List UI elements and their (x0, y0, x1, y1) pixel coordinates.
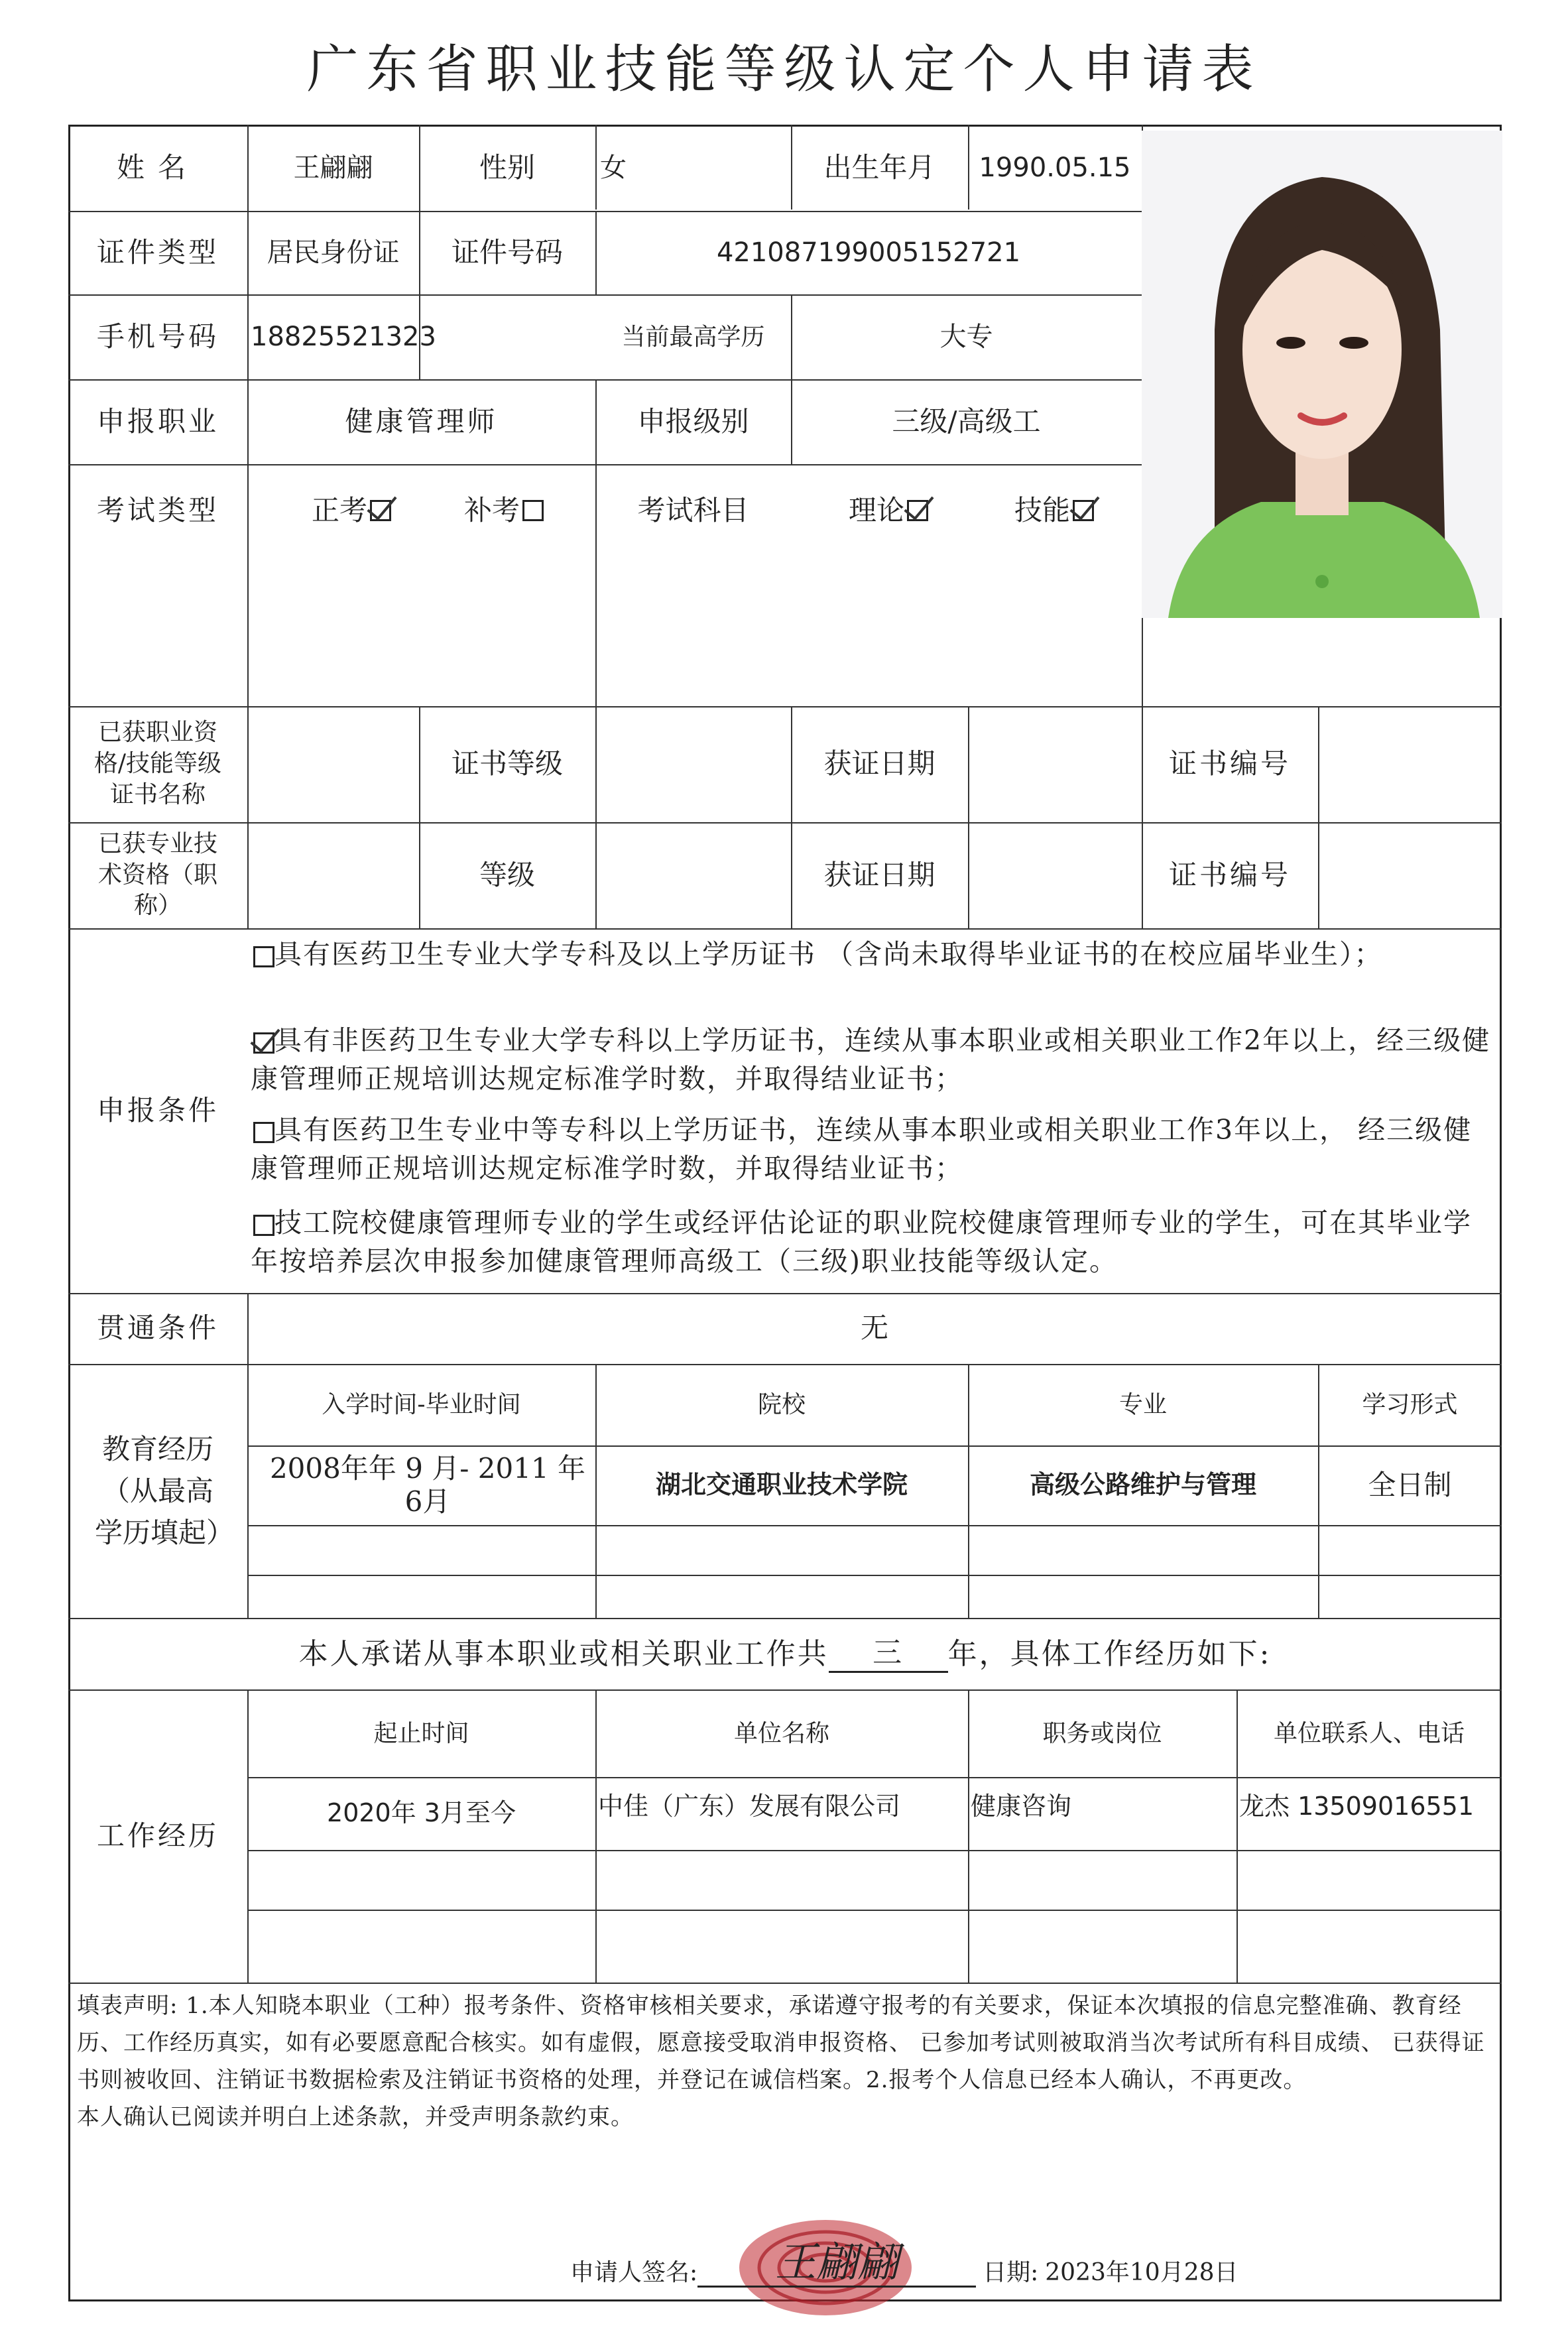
work-promise-years: 三 (829, 1634, 948, 1673)
condition-text: 具有医药卫生专业中等专科以上学历证书，连续从事本职业或相关职业工作3年以上， 经三级健康管理师正规培训达规定标准学时数，并取得结业证书； (251, 1114, 1473, 1184)
bukao-checkbox[interactable] (522, 500, 544, 521)
lilun-checkbox[interactable] (907, 500, 928, 521)
exam-zhengkao (285, 464, 418, 557)
edu-major: 高级公路维护与管理 (1029, 1470, 1256, 1500)
exam-lilun (822, 464, 955, 557)
value-occupation: 健康管理师 (345, 404, 498, 438)
edu-header-major: 专业 (1118, 1391, 1167, 1418)
label-edu-level: 当前最高学历 (621, 323, 765, 351)
work-company: 中佳（广东）发展有限公司 (598, 1792, 901, 1821)
row-line (247, 1575, 1502, 1576)
declaration-confirm: 本人确认已阅读并明白上述条款，并受声明条款约束。 (77, 2104, 634, 2130)
work-header-position: 职务或岗位 (1042, 1719, 1162, 1747)
value-phone: 18825521323 (251, 322, 436, 352)
row-line (247, 1525, 1502, 1526)
value-name: 王翩翩 (293, 153, 373, 183)
signature-row (570, 2238, 1238, 2288)
zhengkao-label: 正考 (311, 493, 367, 526)
label-cert1-no: 证书编号 (1168, 747, 1291, 780)
bukao-label: 补考 (463, 493, 520, 526)
applicant-photo (1142, 131, 1502, 618)
work-contact: 龙杰 13509016551 (1239, 1792, 1475, 1821)
label-cert2-date: 获证日期 (823, 858, 935, 891)
work-header-contact: 单位联系人、电话 (1273, 1719, 1465, 1747)
label-phone: 手机号码 (96, 320, 219, 353)
signature-date: 2023年10月28日 (1045, 2259, 1238, 2286)
jineng-label: 技能 (1014, 493, 1070, 526)
declaration (77, 1987, 1496, 2136)
row-line (68, 928, 1502, 930)
label-conditions: 申报条件 (96, 1093, 219, 1127)
label-cert1-grade: 证书等级 (451, 747, 563, 780)
label-work: 工作经历 (96, 1819, 219, 1852)
portrait-image (1142, 131, 1502, 618)
col-line (595, 125, 597, 210)
label-occupation: 申报职业 (96, 404, 219, 438)
condition-checkbox[interactable] (253, 1032, 274, 1054)
label-through: 贯通条件 (96, 1312, 219, 1345)
label-name: 姓名 (116, 151, 199, 184)
label-cert1-date: 获证日期 (823, 747, 935, 780)
condition-text: 技工院校健康管理师专业的学生或经评估论证的职业院校健康管理师专业的学生，可在其毕业学年按培养层次申报参加健康管理师高级工（三级)职业技能等级认定。 (251, 1207, 1472, 1277)
col-line (595, 706, 597, 928)
label-exam-subject: 考试科目 (637, 493, 749, 526)
label-id-type: 证件类型 (96, 235, 219, 269)
value-edu-level: 大专 (939, 322, 993, 352)
work-period: 2020年 3月至今 (327, 1798, 516, 1828)
work-position: 健康咨询 (971, 1792, 1072, 1821)
edu-school: 湖北交通职业技术学院 (655, 1470, 908, 1500)
exam-bukao (438, 464, 570, 557)
label-education: 教育经历（从最高学历填起） (95, 1433, 235, 1549)
work-header-period: 起止时间 (373, 1719, 469, 1747)
value-id-type: 居民身份证 (267, 237, 400, 268)
exam-jineng (988, 464, 1120, 557)
zhengkao-checkbox[interactable] (370, 500, 391, 521)
signature-name: 王翩翩 (697, 2239, 976, 2288)
label-cert2: 已获专业技术资格（职称） (97, 829, 217, 920)
work-header-company: 单位名称 (733, 1719, 829, 1747)
condition-item (251, 1203, 1497, 1280)
label-level: 申报级别 (637, 404, 749, 438)
condition-text: 具有非医药卫生专业大学专科以上学历证书，连续从事本职业或相关职业工作2年以上，经三级健康管理师正规培训达规定标准学时数，并取得结业证书； (251, 1024, 1491, 1095)
label-cert2-grade: 等级 (479, 858, 535, 891)
row-line (247, 1910, 1502, 1911)
row-line (68, 1983, 1502, 1984)
edu-header-mode: 学习形式 (1362, 1391, 1458, 1418)
work-promise-prefix: 本人承诺从事本职业或相关职业工作共 (298, 1636, 829, 1671)
declaration-text: 填表声明: 1.本人知晓本职业（工种）报考条件、资格审核相关要求，承诺遵守报考的有关要求，保证本次填报的信息完整准确、教育经历、工作经历真实，如有必要愿意配合核实。如有虚假，愿意接受取消申报资格、 已参加考试则被取消当次考试所有科目成绩、 已获得证书则被收回、注销证书数据检索及注销证书资格的处理，并登记在诚信档案。2.报考个人信息已经本人确认，不再更改。 (77, 1992, 1485, 2093)
edu-period: 2008年年 9 月- 2011 年 6月 (269, 1451, 586, 1518)
form-title: 广东省职业技能等级认定个人申请表 (306, 40, 1262, 99)
col-line (1318, 706, 1319, 928)
label-cert2-no: 证书编号 (1168, 858, 1291, 891)
condition-checkbox[interactable] (253, 1122, 274, 1143)
condition-item (251, 935, 1497, 973)
condition-checkbox[interactable] (253, 946, 274, 967)
condition-item (251, 1111, 1497, 1188)
condition-checkbox[interactable] (253, 1215, 274, 1236)
edu-header-period: 入学时间-毕业时间 (322, 1391, 521, 1418)
edu-header-school: 院校 (757, 1391, 806, 1418)
label-cert1: 已获职业资格/技能等级证书名称 (93, 719, 222, 808)
work-promise-suffix: 年，具体工作经历如下: (947, 1636, 1272, 1671)
value-id-no: 421087199005152721 (716, 237, 1021, 268)
signature-label: 申请人签名: (570, 2259, 698, 2286)
label-birth: 出生年月 (823, 151, 935, 184)
work-promise (68, 1618, 1502, 1689)
value-through: 无 (860, 1312, 888, 1345)
jineng-checkbox[interactable] (1073, 500, 1094, 521)
label-id-no: 证件号码 (451, 235, 563, 269)
edu-mode: 全日制 (1368, 1468, 1452, 1501)
label-gender: 性别 (479, 151, 535, 184)
value-gender: 女 (600, 153, 627, 183)
lilun-label: 理论 (848, 493, 904, 526)
col-line (968, 706, 969, 928)
label-exam-type: 考试类型 (96, 493, 219, 526)
date-label: 日期: (983, 2259, 1039, 2286)
value-level: 三级/高级工 (892, 404, 1041, 438)
condition-text: 具有医药卫生专业大学专科及以上学历证书 （含尚未取得毕业证书的在校应届毕业生）； (274, 938, 1383, 970)
row-line (247, 1850, 1502, 1851)
condition-item (251, 1021, 1497, 1098)
value-birth: 1990.05.15 (979, 153, 1131, 183)
